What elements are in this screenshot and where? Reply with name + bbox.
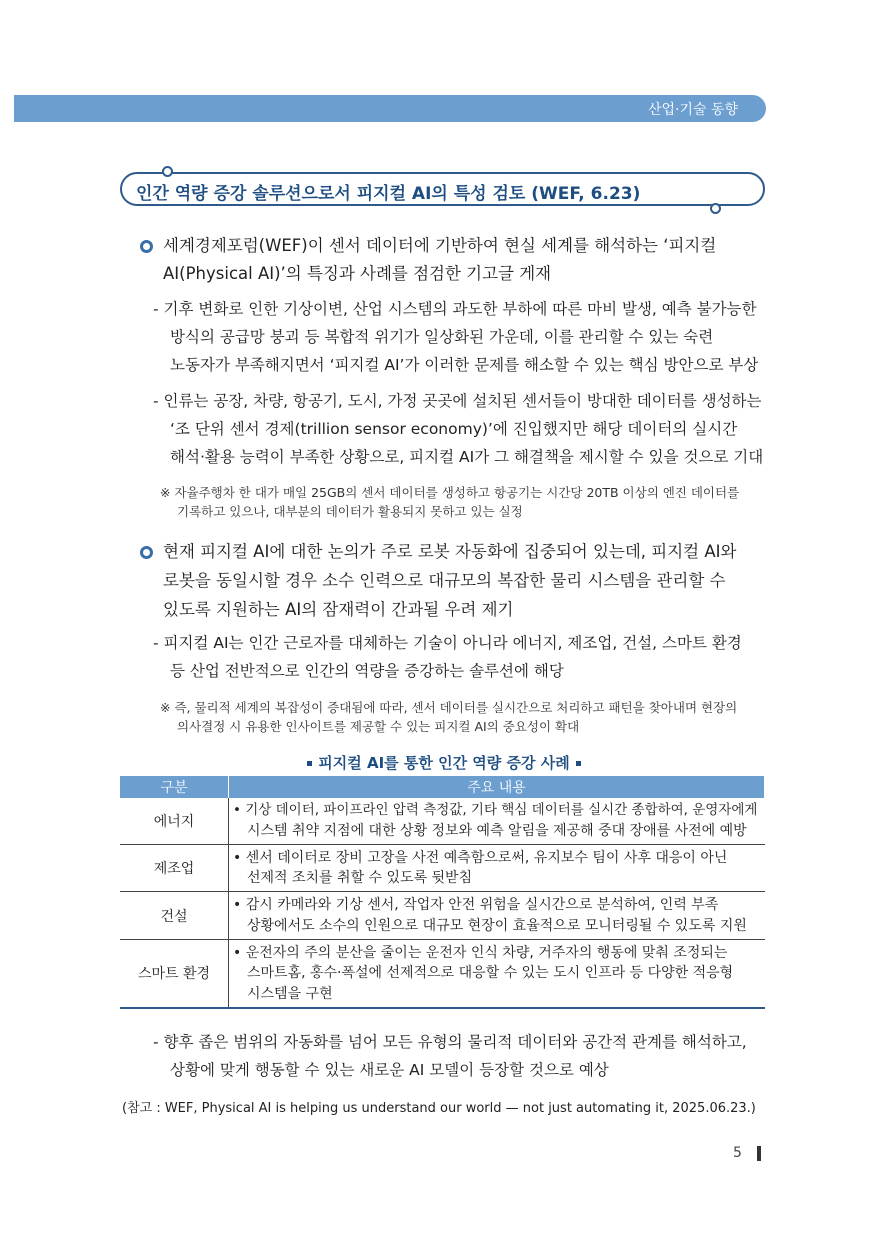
row-content-line: 시스템 취약 지점에 대한 상황 정보와 예측 알림을 제공해 중대 장애를 사전에 예방 [247,822,747,839]
bullet1-sub1-line: 노동자가 부족해지면서 ‘피지컬 AI’가 이러한 문제를 해소할 수 있는 핵심 방안으로 부상 [170,356,759,374]
closing-line: 상황에 맞게 행동할 수 있는 새로운 AI 모델이 등장할 것으로 예상 [170,1061,609,1079]
bullet1-sub1-line: 방식의 공급망 붕괴 등 복합적 위기가 일상화된 가운데, 이를 관리할 수 있는 숙련 [170,328,714,346]
bullet2-line: 있도록 지원하는 AI의 잠재력이 간과될 우려 제기 [163,600,514,619]
table-row [120,798,765,844]
row-category: 스마트 환경 [120,940,229,1008]
title-box-dot-icon [710,203,721,214]
circle-bullet-icon [140,546,153,559]
row-content-line: • 센서 데이터로 장비 고장을 사전 예측함으로써, 유지보수 팀이 사후 대응이 아닌 [233,849,728,866]
table-row [120,844,765,892]
closing-line: - 향후 좁은 범위의 자동화를 넘어 모든 유형의 물리적 데이터와 공간적 관계를 해석하고, [153,1033,747,1051]
circle-bullet-icon [140,240,153,253]
row-content-line: 스마트홈, 홍수·폭설에 선제적으로 대응할 수 있는 도시 인프라 등 다양한 적응형 [247,965,734,982]
table-title [0,752,888,773]
bullet1-sub2-line: - 인류는 공장, 차량, 항공기, 도시, 가정 곳곳에 설치된 센서들이 방대한 데이터를 생성하는 [153,392,762,410]
row-content [229,798,765,844]
row-content-line: 선제적 조치를 취할 수 있도록 뒷받침 [247,870,473,887]
section-label: 산업·기술 동향 [647,102,738,118]
table-row [120,892,765,940]
row-category: 건설 [120,892,229,940]
table-header-content: 주요 내용 [229,776,765,798]
title-box-dot-icon [162,166,173,177]
article-title: 인간 역량 증강 솔루션으로서 피지컬 AI의 특성 검토 (WEF, 6.23) [136,184,641,204]
row-content-line: 상황에서도 소수의 인원으로 대규모 현장이 효율적으로 모니터링될 수 있도록 지원 [247,917,747,934]
section-header-bar [14,95,766,122]
bullet1-line: AI(Physical AI)’의 특징과 사례를 점검한 기고글 게재 [163,264,552,283]
row-content [229,940,765,1008]
row-content-line: • 기상 데이터, 파이프라인 압력 측정값, 기타 핵심 데이터를 실시간 종합하여, 운영자에게 [233,802,758,818]
row-content-line: 시스템을 구현 [247,985,333,1002]
reference-note: (참고 : WEF, Physical AI is helping us understand our world — not just automating it, 2025.06.23.) [122,1101,756,1116]
bullet2-line: 로봇을 동일시할 경우 소수 인력으로 대규모의 복잡한 물리 시스템을 관리할 수 [163,571,726,590]
table-title-text: 피지컬 AI를 통한 인간 역량 증강 사례 [318,754,570,772]
row-category: 에너지 [120,798,229,844]
bullet2-line: 현재 피지컬 AI에 대한 논의가 주로 로봇 자동화에 집중되어 있는데, 피지컬 AI와 [163,542,737,561]
row-content-line: • 감시 카메라와 기상 센서, 작업자 안전 위험을 실시간으로 분석하여, 인력 부족 [233,897,719,914]
bullet1-sub1-line: - 기후 변화로 인한 기상이변, 산업 시스템의 과도한 부하에 따른 마비 발생, 예측 불가능한 [153,300,757,318]
bullet1-note-line: ※ 자율주행차 한 대가 매일 25GB의 센서 데이터를 생성하고 항공기는 시간당 20TB 이상의 엔진 데이터를 [160,485,740,500]
table-header-category: 구분 [120,776,229,798]
square-marker-icon [307,761,312,766]
page-number: 5 [733,1145,742,1161]
square-marker-icon [576,761,581,766]
bullet2-note-line: 의사결정 시 유용한 인사이트를 제공할 수 있는 피지컬 AI의 중요성이 확대 [177,719,580,734]
bullet2-sub1-line: - 피지컬 AI는 인간 근로자를 대체하는 기술이 아니라 에너지, 제조업, 건설, 스마트 환경 [153,634,742,652]
article-title-box [120,172,765,206]
bullet1-note-line: 기록하고 있으나, 대부분의 데이터가 활용되지 못하고 있는 실정 [177,504,523,519]
bullet1-line: 세계경제포럼(WEF)이 센서 데이터에 기반하여 현실 세계를 해석하는 ‘피지컬 [163,236,717,255]
bullet2-note-line: ※ 즉, 물리적 세계의 복잡성이 증대됨에 따라, 센서 데이터를 실시간으로 처리하고 패턴을 찾아내며 현장의 [160,700,738,715]
bullet2-sub1-line: 등 산업 전반적으로 인간의 역량을 증강하는 솔루션에 해당 [170,662,564,680]
cases-table [120,776,765,1009]
row-content [229,844,765,892]
row-content-line: • 운전자의 주의 분산을 줄이는 운전자 인식 차량, 거주자의 행동에 맞춰 조정되는 [233,945,728,962]
page-marker-icon [757,1146,761,1161]
row-category: 제조업 [120,844,229,892]
row-content [229,892,765,940]
bullet1-sub2-line: 해석·활용 능력이 부족한 상황으로, 피지컬 AI가 그 해결책을 제시할 수 있을 것으로 기대 [170,448,764,466]
bullet1-sub2-line: ‘조 단위 센서 경제(trillion sensor economy)’에 진입했지만 해당 데이터의 실시간 [170,420,738,438]
table-row [120,940,765,1008]
